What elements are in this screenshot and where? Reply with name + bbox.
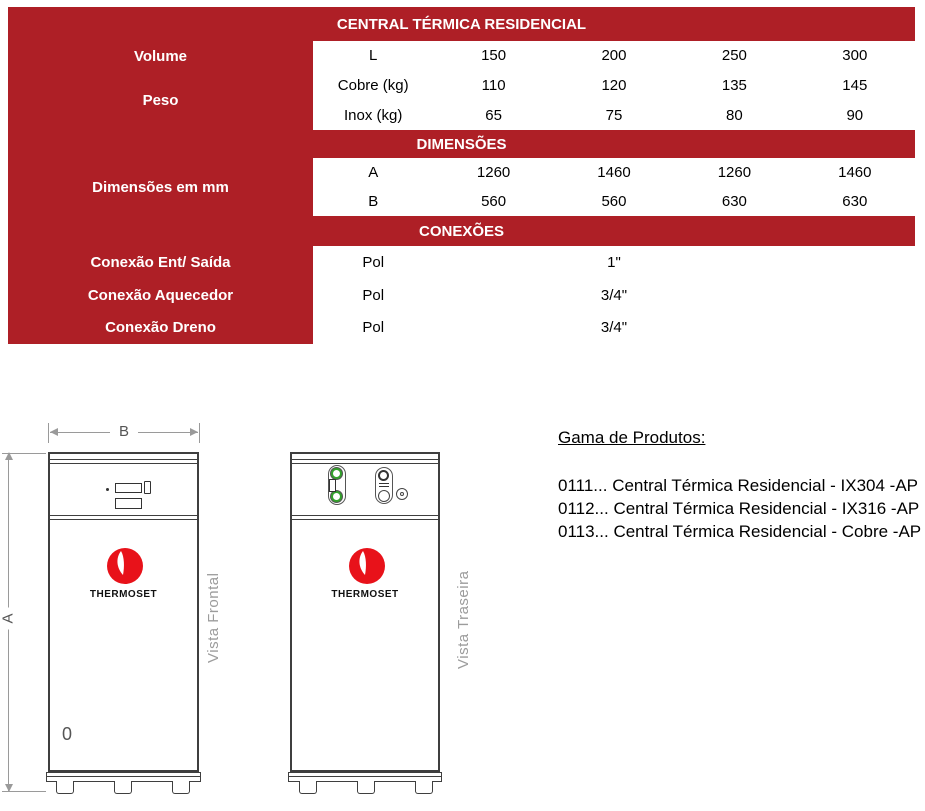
fitting-grill-line (379, 483, 389, 484)
dim-b-label: B (110, 423, 138, 440)
row-name: Cobre (kg) (337, 77, 409, 94)
cell-value: 80 (726, 106, 743, 124)
cell-value: 560 (601, 193, 627, 210)
cell-value: 560 (481, 193, 507, 210)
table-title-band (8, 7, 915, 41)
front-view-caption: Vista Frontal (205, 572, 222, 663)
fitting-latch (329, 479, 336, 492)
row-unit: Pol (362, 319, 385, 337)
conn-value: 1" (607, 253, 621, 271)
product-item: 0113... Central Térmica Residencial - Cobre -AP (558, 522, 922, 541)
table-row-inox (313, 100, 915, 130)
conexoes-header: CONEXÕES (418, 222, 505, 240)
spec-table (8, 7, 915, 344)
cell-value: 145 (842, 77, 868, 94)
knob-dot (400, 492, 404, 496)
cell-value: 1460 (838, 164, 872, 181)
left-column-volume-peso (8, 41, 313, 130)
volume-label: Volume (133, 47, 188, 65)
table-row-cobre (313, 71, 915, 101)
front-foot (172, 781, 190, 794)
volume-peso-rows (313, 41, 915, 130)
section-dimensoes (8, 158, 915, 216)
product-range (558, 428, 921, 543)
panel-divider-line (292, 519, 438, 520)
fitting-port-green-top (331, 468, 342, 479)
arrowhead-right-icon (190, 428, 198, 436)
table-title: CENTRAL TÉRMICA RESIDENCIAL (336, 15, 587, 33)
conexao-dreno-label: Conexão Dreno (105, 319, 216, 337)
front-foot (114, 781, 132, 794)
table-row-conexao-aquecedor (313, 279, 915, 312)
peso-label: Peso (142, 92, 179, 109)
brand-name: THERMOSET (331, 589, 399, 600)
cell-value: 630 (842, 193, 868, 210)
base-inner-line (47, 776, 200, 777)
switch (144, 481, 151, 494)
brand-name: THERMOSET (89, 589, 158, 600)
front-foot (56, 781, 74, 794)
drain-mark: 0 (62, 724, 73, 744)
dim-b-tick-right (199, 423, 200, 443)
thermoset-logo-icon (349, 548, 385, 589)
conexao-aquecedor-label: Conexão Aquecedor (87, 286, 234, 304)
panel-divider-line (292, 515, 438, 516)
panel-divider-line (50, 519, 197, 520)
cell-value: 1260 (476, 164, 511, 181)
table-row-a (313, 158, 915, 187)
cap-line (50, 459, 197, 460)
dimensoes-band (8, 130, 915, 158)
section-conexoes (8, 246, 915, 344)
cap-line (50, 463, 197, 464)
rear-foot (415, 781, 433, 794)
rear-foot (357, 781, 375, 794)
row-name: B (368, 193, 379, 210)
cap-line (292, 459, 438, 460)
conn-value: 3/4" (600, 286, 628, 304)
fitting-port-dark-top (378, 470, 389, 481)
cell-value: 300 (842, 47, 868, 65)
cell-value: 150 (481, 47, 507, 65)
product-item: 0112... Central Térmica Residencial - IX316 -AP (558, 499, 920, 518)
dimensoes-rows (313, 158, 915, 216)
thermoset-logo-icon (107, 548, 143, 589)
left-column-conexoes (8, 246, 313, 344)
fitting-grill-line (379, 486, 389, 487)
row-name: A (368, 164, 379, 181)
table-row-volume (313, 41, 915, 71)
cell-value: 90 (846, 106, 864, 124)
table-row-conexao-dreno (313, 311, 915, 344)
rear-view-caption: Vista Traseira (455, 570, 472, 670)
fitting-port-dark-bottom (378, 490, 390, 502)
section-volume-peso (8, 41, 915, 130)
dim-a-label: A (0, 608, 17, 630)
base-inner-line (289, 776, 441, 777)
row-name: L (369, 47, 378, 65)
row-unit: Pol (362, 253, 385, 271)
left-column-dimensoes (8, 158, 313, 216)
conexoes-band (8, 216, 915, 246)
cell-value: 1460 (597, 164, 631, 181)
rear-foot (299, 781, 317, 794)
dimensoes-label: Dimensões em mm (92, 178, 229, 196)
conexao-ent-saida-label: Conexão Ent/ Saída (90, 253, 231, 271)
cell-value: 630 (721, 193, 747, 210)
rear-view-cabinet (290, 452, 440, 772)
row-unit: Pol (362, 286, 385, 304)
product-item: 0111... Central Térmica Residencial - IX304 -AP (558, 476, 918, 495)
product-range-heading: Gama de Produtos: (558, 428, 706, 447)
extension-line-bottom (2, 791, 46, 792)
display-window-lower (115, 498, 142, 509)
cell-value: 250 (721, 47, 747, 65)
cell-value: 65 (485, 106, 502, 124)
conn-value: 3/4" (600, 319, 628, 337)
fitting-port-green-bottom (331, 491, 342, 502)
cell-value: 200 (601, 47, 627, 65)
row-name: Inox (kg) (344, 106, 403, 124)
display-window (115, 483, 142, 493)
cell-value: 135 (721, 77, 747, 94)
cell-value: 1260 (717, 164, 752, 181)
cell-value: 120 (601, 77, 627, 94)
dim-b-tick-left (48, 423, 49, 443)
cell-value: 110 (481, 77, 506, 94)
panel-divider-line (50, 515, 197, 516)
table-row-b (313, 187, 915, 216)
front-view-cabinet (48, 452, 199, 772)
extension-line-top (2, 453, 46, 454)
cap-line (292, 463, 438, 464)
conexoes-rows (313, 246, 915, 344)
table-row-conexao-ent-saida (313, 246, 915, 279)
dimensoes-header: DIMENSÕES (416, 135, 507, 153)
rear-knob-icon (396, 488, 408, 500)
indicator-led-icon (106, 488, 109, 491)
cell-value: 75 (605, 106, 623, 124)
arrowhead-left-icon (50, 428, 58, 436)
